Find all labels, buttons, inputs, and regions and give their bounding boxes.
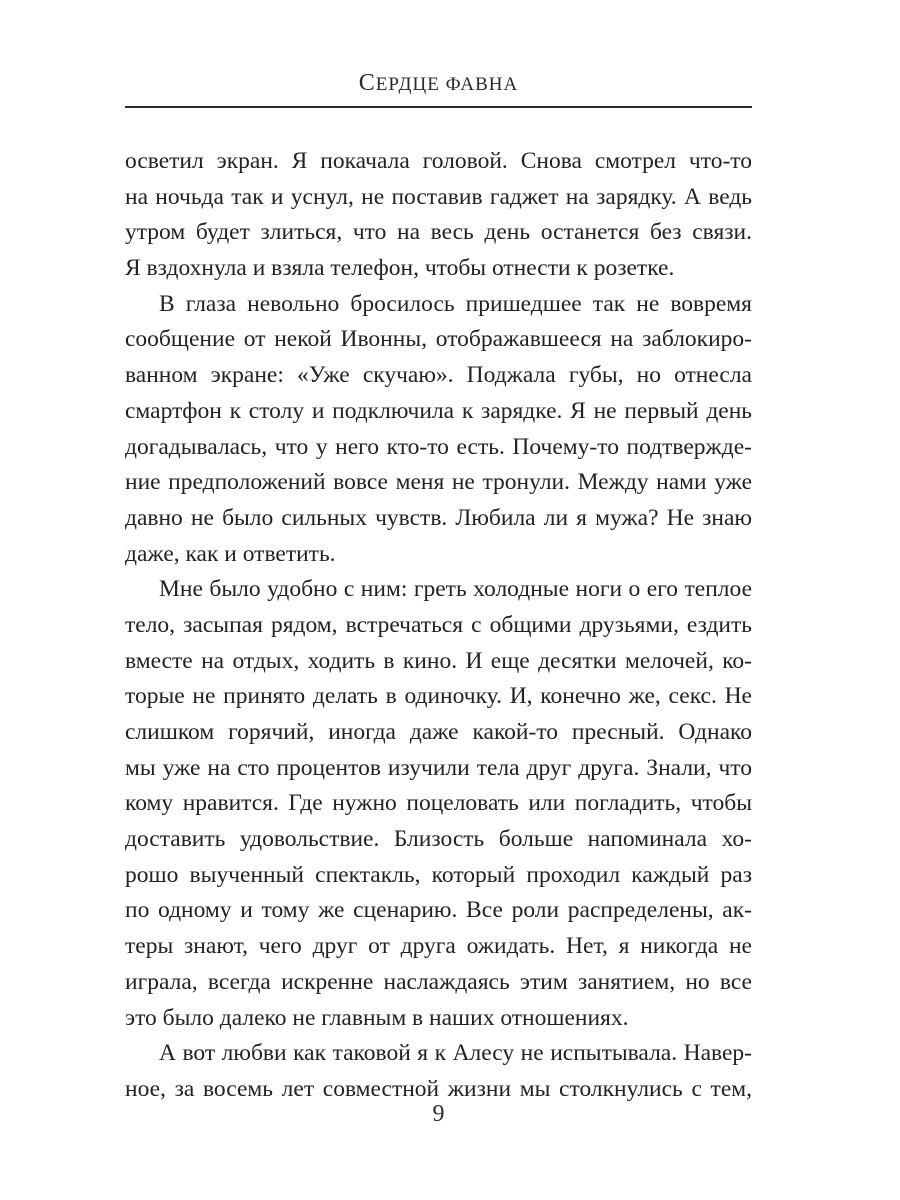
text-line: торые не принято делать в одиночку. И, конечно же, секс. Не <box>125 683 752 710</box>
running-head-rest: ЕРДЦЕ ФАВНА <box>375 74 519 95</box>
running-head-title <box>125 70 752 97</box>
text-line: тело, засыпая рядом, встречаться с общими друзьями, ездить <box>125 611 752 638</box>
text-line: Мне было удобно с ним: греть холодные ноги о его теплое <box>159 576 752 603</box>
text-line: А вот любви как таковой я к Алесу не испытывала. Навер- <box>159 1040 752 1067</box>
text-line: рошо выученный спектакль, который проходил каждый раз <box>125 861 752 888</box>
text-line: Я вздохнула и взяла телефон, чтобы отнести к розетке. <box>125 255 675 282</box>
text-line: теры знают, чего друг от друга ожидать. Нет, я никогда не <box>125 933 752 960</box>
text-line: ное, за восемь лет совместной жизни мы столкнулись с тем, <box>125 1075 752 1102</box>
text-line: ванном экране: «Уже скучаю». Поджала губы, но отнесла <box>125 362 752 389</box>
page-number: 9 <box>432 1101 445 1127</box>
text-line: догадывалась, что у него кто-то есть. Почему-то подтвержде- <box>125 433 752 460</box>
header-rule <box>125 106 752 108</box>
text-line: осветил экран. Я покачала головой. Снова смотрел что-то <box>125 148 752 174</box>
text-line: по одному и тому же сценарию. Все роли распределены, ак- <box>125 897 752 924</box>
text-line: утром будет злиться, что на весь день останется без связи. <box>125 219 752 246</box>
text-line: В глаза невольно бросилось пришедшее так не вовремя <box>159 290 752 317</box>
text-line: на ночьда так и уснул, не поставив гаджет на зарядку. А ведь <box>125 183 752 210</box>
text-line: смартфон к столу и подключила к зарядке. Я не первый день <box>125 397 752 424</box>
text-line: давно не было сильных чувств. Любила ли я мужа? Не знаю <box>125 504 752 531</box>
text-line: мы уже на сто процентов изучили тела друг друга. Знали, что <box>125 754 752 781</box>
text-line: вместе на отдых, ходить в кино. И еще десятки мелочей, ко- <box>125 647 752 674</box>
text-line: слишком горячий, иногда даже какой-то пресный. Однако <box>125 719 752 745</box>
text-line: это было далеко не главным в наших отношениях. <box>125 1004 629 1031</box>
text-line: ние предположений вовсе меня не тронули. Между нами уже <box>125 469 752 496</box>
running-head-initial: С <box>358 70 376 96</box>
text-line: даже, как и ответить. <box>125 540 336 567</box>
text-line: кому нравится. Где нужно поцеловать или погладить, чтобы <box>125 790 752 817</box>
text-line: сообщение от некой Ивонны, отображавшееся на заблокиро- <box>125 326 752 353</box>
body-text <box>125 144 752 1108</box>
text-line: доставить удовольствие. Близость больше напоминала хо- <box>125 826 752 853</box>
text-line: играла, всегда искренне наслаждаясь этим занятием, но все <box>125 968 752 995</box>
